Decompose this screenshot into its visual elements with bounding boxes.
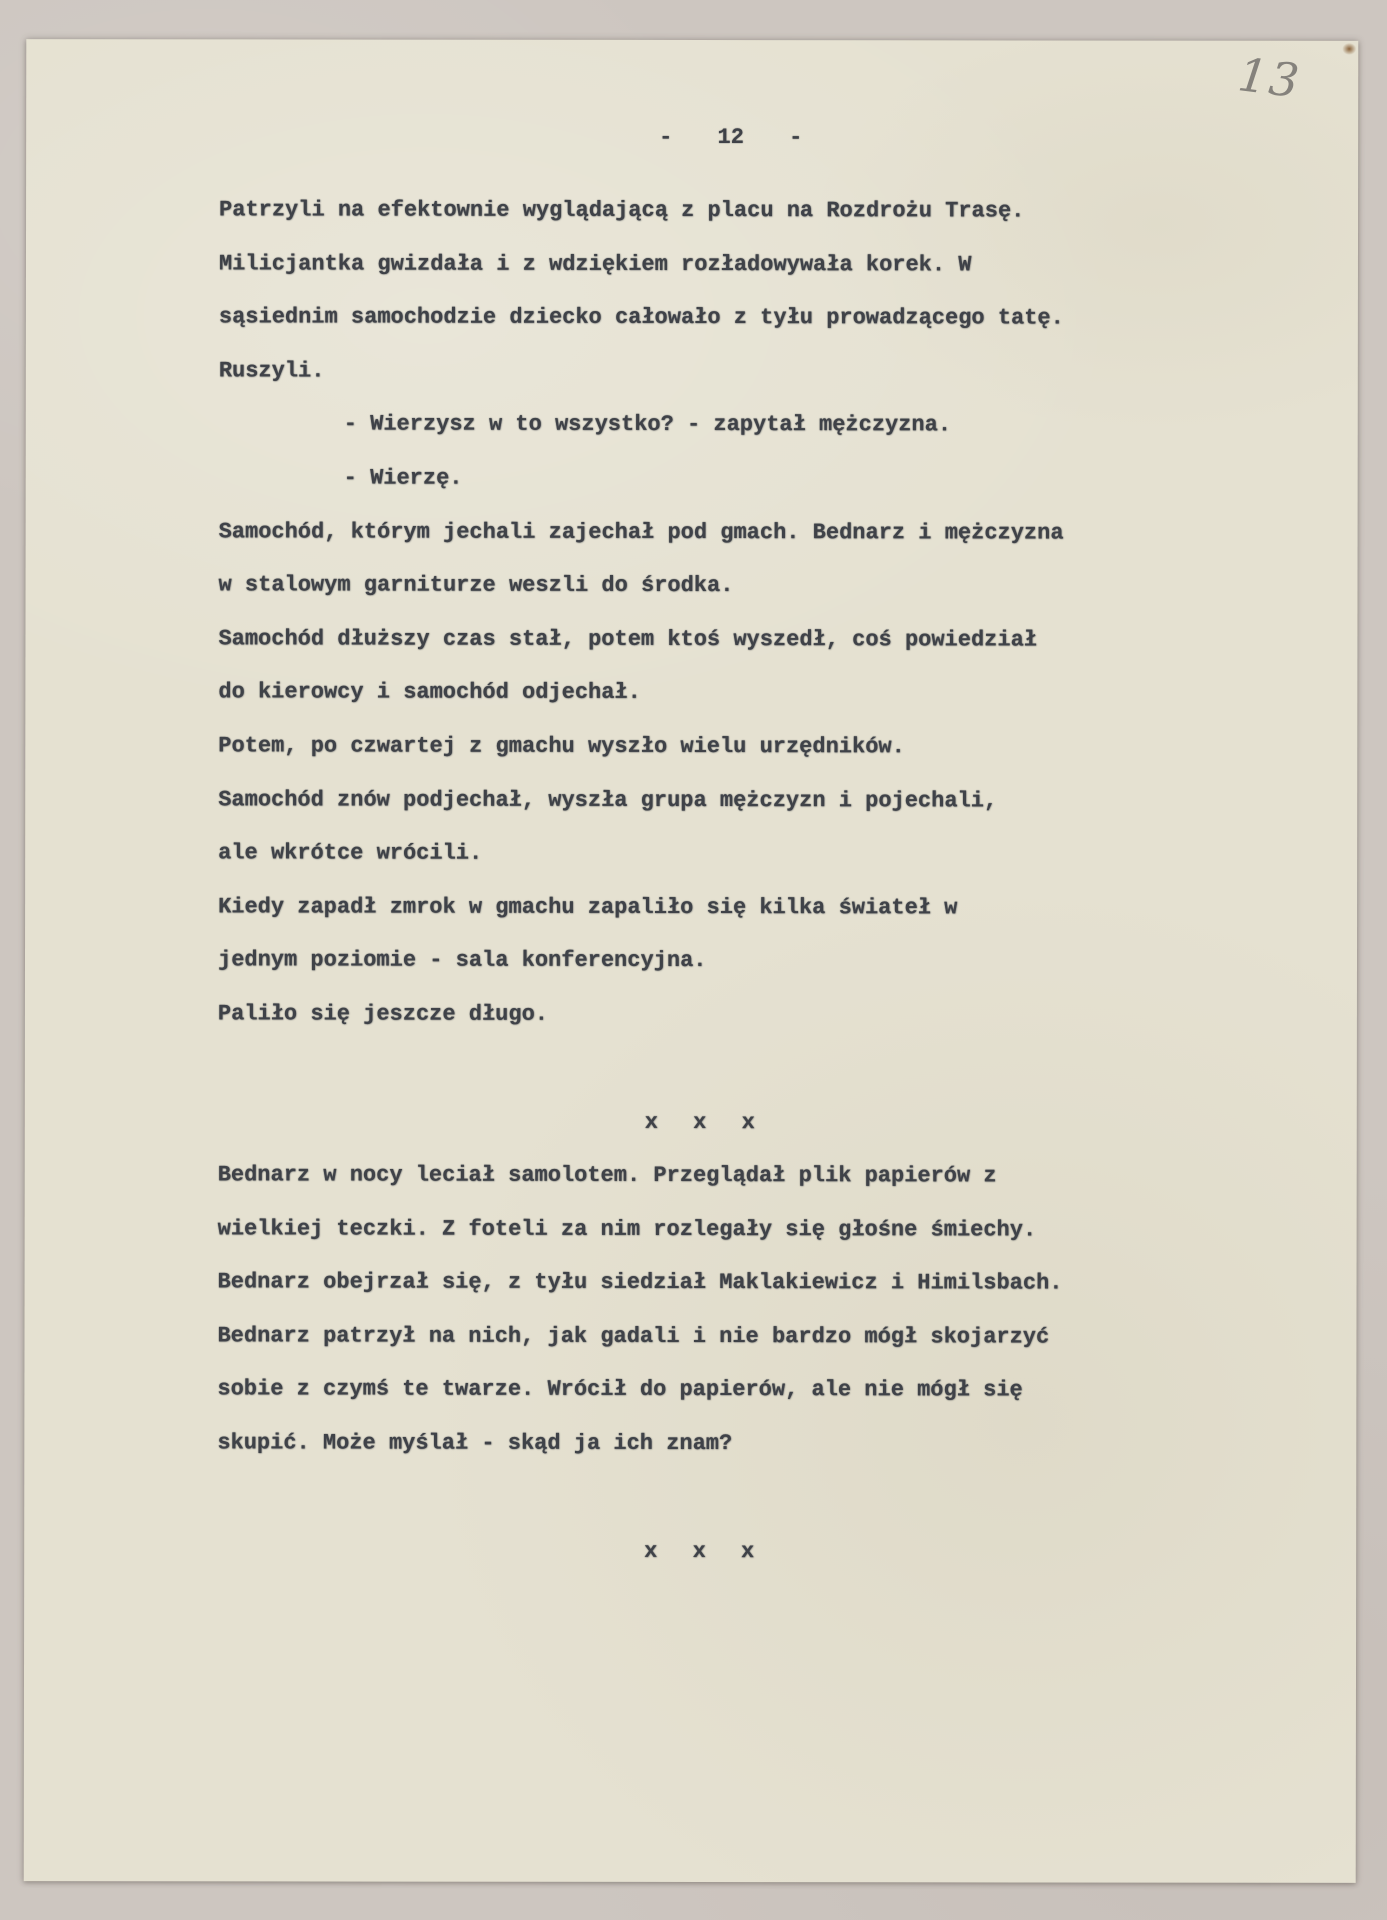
paper-stain	[1342, 43, 1356, 55]
typed-line: w stalowym garniturze weszli do środka.	[218, 572, 734, 599]
section-separator: x x x	[644, 1109, 755, 1135]
typed-line: skupić. Może myślał - skąd ja ich znam?	[217, 1430, 733, 1457]
typed-line: do kierowcy i samochód odjechał.	[218, 679, 641, 706]
typed-line: Potem, po czwartej z gmachu wyszło wielu urzędników.	[218, 733, 905, 760]
typed-line: Patrzyli na efektownie wyglądającą z placu na Rozdrożu Trasę.	[219, 197, 1025, 224]
typed-line: Paliło się jeszcze długo.	[217, 1001, 549, 1027]
typed-line: ale wkrótce wrócili.	[218, 840, 483, 866]
document-page	[24, 39, 1359, 1883]
typed-line: Bednarz patrzył na nich, jak gadali i nie bardzo mógł skojarzyć	[217, 1323, 1050, 1350]
typed-line: Samochód znów podjechał, wyszła grupa mężczyzn i pojechali,	[218, 786, 998, 813]
typed-line: Bednarz obejrzał się, z tyłu siedział Maklakiewicz i Himilsbach.	[217, 1269, 1063, 1296]
handwritten-page-number: 13	[1235, 47, 1304, 109]
typed-line: jednym poziomie - sala konferencyjna.	[217, 947, 707, 974]
typed-line: Kiedy zapadł zmrok w gmachu zapaliło się kilka świateł w	[218, 894, 958, 921]
typed-line: Samochód dłuższy czas stał, potem ktoś wyszedł, coś powiedział	[218, 626, 1038, 653]
typed-line: Milicjantka gwizdała i z wdziękiem rozładowywała korek. W	[218, 250, 972, 277]
typed-line: - Wierzę.	[343, 465, 463, 491]
typed-line: sobie z czymś te twarze. Wrócił do papierów, ale nie mógł się	[217, 1376, 1023, 1403]
typed-text-block	[217, 183, 1229, 1579]
typed-line: Samochód, którym jechali zajechał pod gmach. Bednarz i mężczyzna	[218, 518, 1064, 546]
typed-page-number: - 12 -	[659, 124, 803, 151]
section-separator: x x x	[644, 1538, 755, 1564]
typed-line: - Wierzysz w to wszystko? - zapytał mężczyzna.	[343, 411, 952, 438]
typed-line: Ruszyli.	[218, 358, 325, 384]
typed-line: sąsiednim samochodzie dziecko całowało z tyłu prowadzącego tatę.	[218, 304, 1064, 331]
typed-line: wielkiej teczki. Z foteli za nim rozlegały się głośne śmiechy.	[217, 1216, 1037, 1243]
typed-line: Bednarz w nocy leciał samolotem. Przeglądał plik papierów z	[217, 1162, 997, 1189]
